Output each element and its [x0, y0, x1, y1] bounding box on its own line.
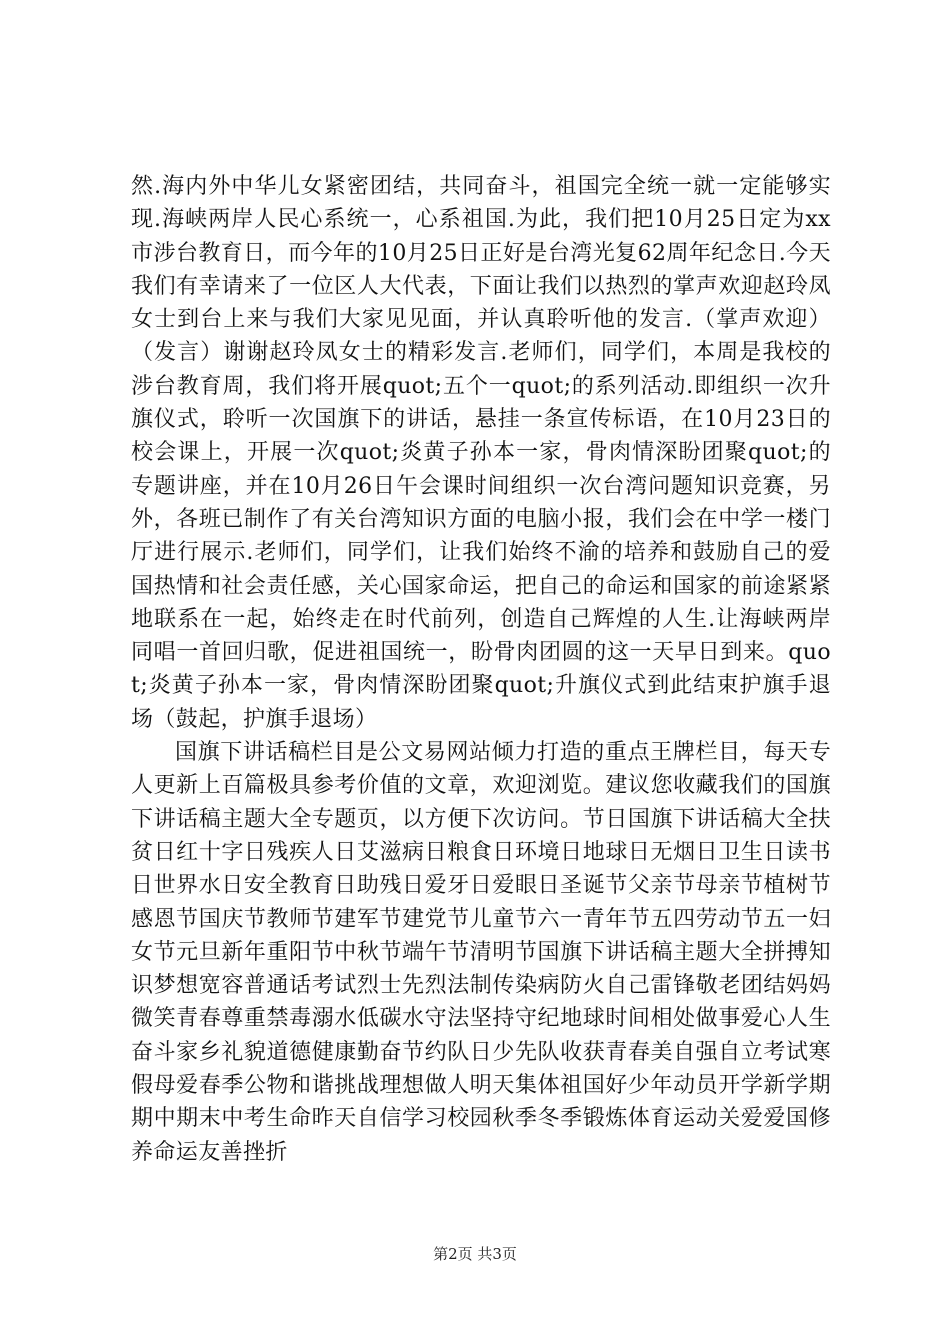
paragraph-speech-ending: 然.海内外中华儿女紧密团结，共同奋斗，祖国完全统一就一定能够实现.海峡两岸人民心系统一，心系祖国.为此，我们把10月25日定为xx市涉台教育日，而今年的10月25日正好是台湾光复62周年纪念日.今天我们有幸请来了一位区人大代表，下面让我们以热烈的掌声欢迎赵玲凤女士到台上来与我们大家见见面，并认真聆听他的发言.（掌声欢迎）（发言）谢谢赵玲凤女士的精彩发言.老师们，同学们，本周是我校的涉台教育周，我们将开展quot;五个一quot;的系列活动.即组织一次升旗仪式，聆听一次国旗下的讲话，悬挂一条宣传标语，在10月23日的校会课上，开展一次quot;炎黄子孙本一家，骨肉情深盼团聚quot;的专题讲座，并在10月26日午会课时间组织一次台湾问题知识竞赛，另外，各班已制作了有关台湾知识方面的电脑小报，我们会在中学一楼门厅进行展示.老师们，同学们，让我们始终不渝的培养和鼓励自己的爱国热情和社会责任感，关心国家命运，把自己的命运和国家的前途紧紧地联系在一起，始终走在时代前列，创造自己辉煌的人生.让海峡两岸同唱一首回归歌，促进祖国统一，盼骨肉团圆的这一天早日到来。quot;炎黄子孙本一家，骨肉情深盼团聚quot;升旗仪式到此结束护旗手退场（鼓起，护旗手退场）: [131, 174, 831, 732]
page-number-footer: 第2页 共3页: [433, 1245, 517, 1263]
paragraph-column-promo: 国旗下讲话稿栏目是公文易网站倾力打造的重点王牌栏目，每天专人更新上百篇极具参考价值的文章，欢迎浏览。建议您收藏我们的国旗下讲话稿主题大全专题页，以方便下次访问。节日国旗下讲话稿大全扶贫日红十字日残疾人日艾滋病日粮食日环境日地球日无烟日卫生日读书日世界水日安全教育日助残日爱牙日爱眼日圣诞节父亲节母亲节植树节感恩节国庆节教师节建军节建党节儿童节六一青年节五四劳动节五一妇女节元旦新年重阳节中秋节端午节清明节国旗下讲话稿主题大全拼搏知识梦想宽容普通话考试烈士先烈法制传染病防火自己雷锋敬老团结妈妈微笑青春尊重禁毒溺水低碳水守法坚持守纪地球时间相处做事爱心人生奋斗家乡礼貌道德健康勤奋节约队日少先队收获青春美自强自立考试寒假母爱春季公物和谐挑战理想做人明天集体祖国好少年动员开学新学期期中期末中考生命昨天自信学习校园秋季冬季锻炼体育运动关爱爱国修养命运友善挫折: [131, 740, 831, 1165]
document-body: [131, 170, 831, 1169]
